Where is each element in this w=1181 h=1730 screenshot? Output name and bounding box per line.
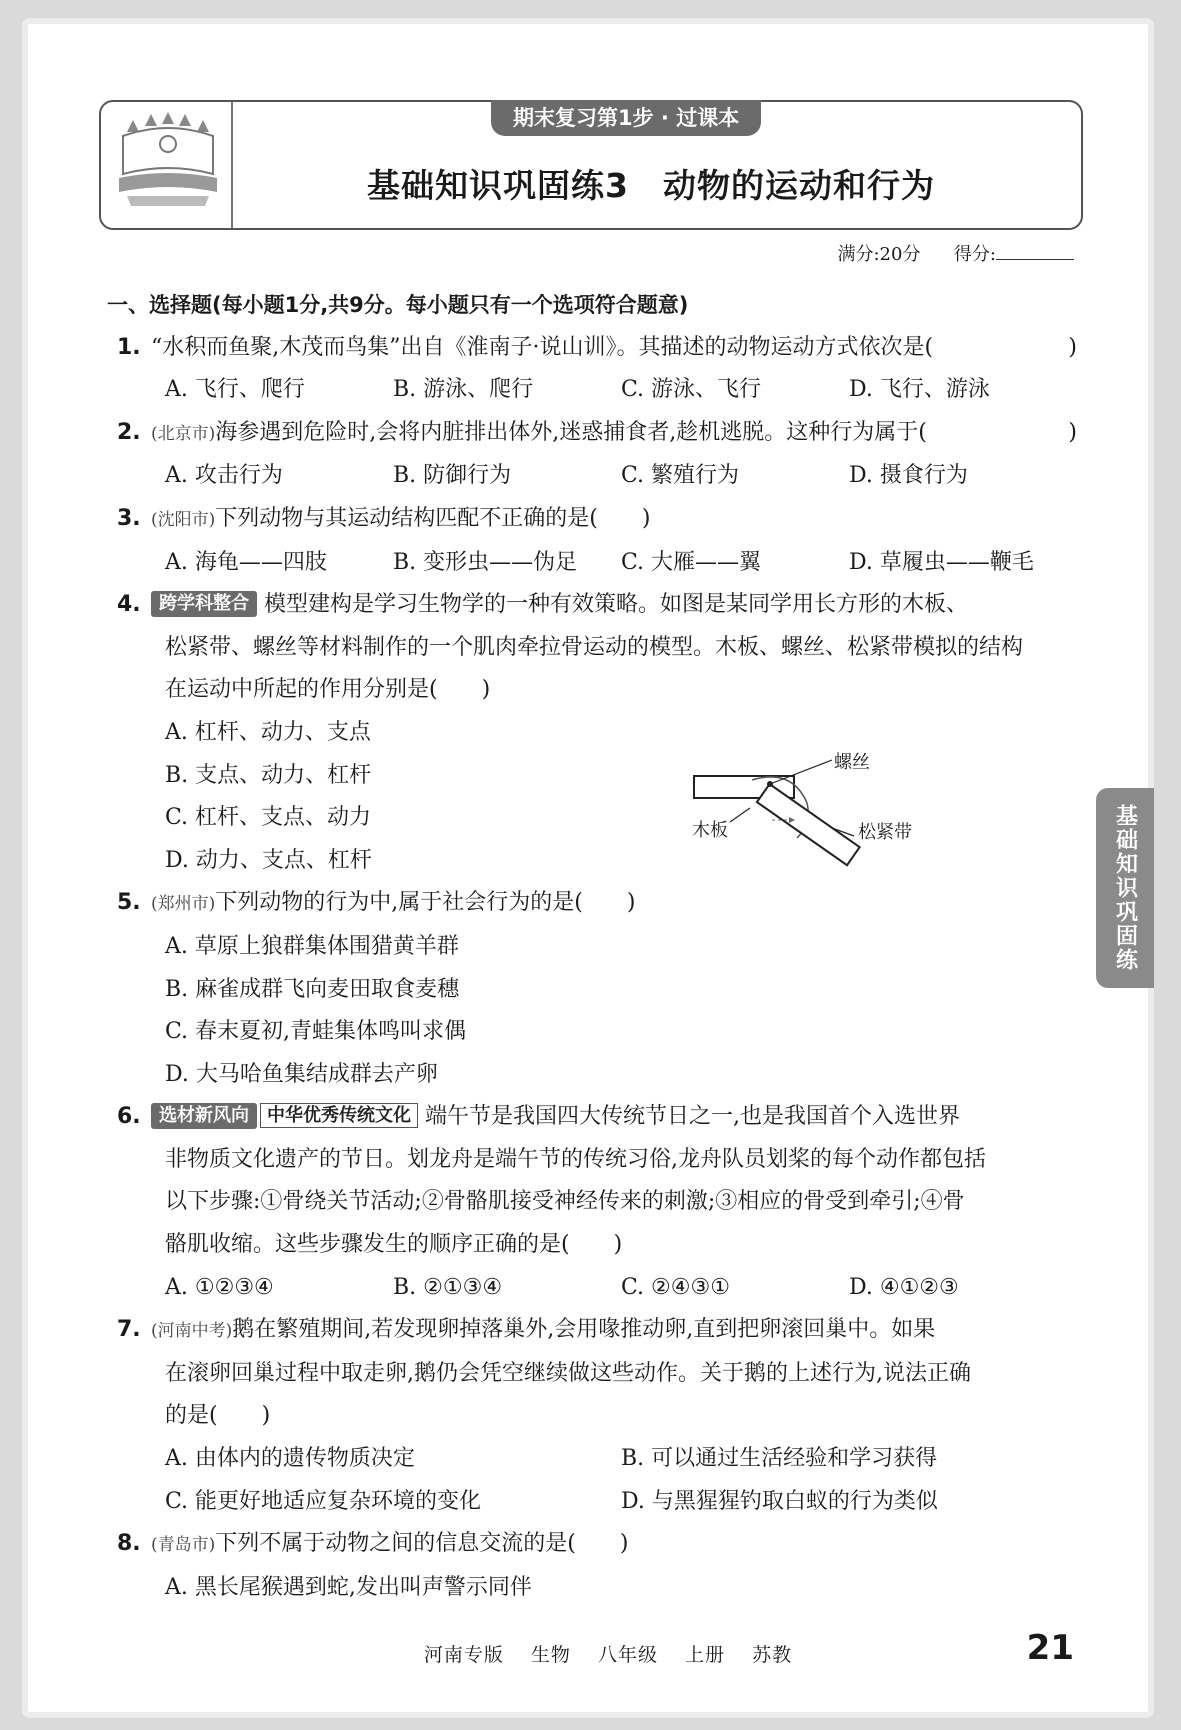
question-3-options — [107, 542, 1077, 585]
question-text: 下列不属于动物之间的信息交流的是( ) — [215, 1531, 629, 1557]
option-d[interactable]: D. 飞行、游泳 — [849, 377, 990, 403]
page-number: 21 — [1026, 1628, 1074, 1668]
question-text: 模型建构是学习生物学的一种有效策略。如图是某同学用长方形的木板、 — [264, 592, 969, 618]
question-text-continued: 在运动中所起的作用分别是( ) — [165, 677, 491, 703]
question-6 — [107, 1096, 1077, 1139]
question-text-continued: 的是( ) — [165, 1403, 271, 1429]
option-d[interactable]: D. 大马哈鱼集结成群去产卵 — [165, 1061, 438, 1087]
step-banner: 期末复习第1步 · 过课本 — [491, 100, 761, 136]
option-b[interactable]: B. 支点、动力、杠杆 — [165, 762, 372, 788]
section-heading: 一、选择题(每小题1分,共9分。每小题只有一个选项符合题意) — [107, 293, 689, 317]
footer-edition: 河南专版 — [423, 1644, 504, 1666]
question-6-options — [107, 1267, 1077, 1310]
muscle-bone-model-diagram — [682, 748, 952, 868]
option-c[interactable]: C. 能更好地适应复杂环境的变化 — [165, 1488, 482, 1514]
question-text-continued: 在滚卵回巢过程中取走卵,鹅仍会凭空继续做这些动作。关于鹅的上述行为,说法正确 — [165, 1360, 971, 1386]
side-tab[interactable] — [1096, 788, 1154, 988]
option-b[interactable]: B. 可以通过生活经验和学习获得 — [621, 1446, 938, 1472]
question-content — [107, 284, 1077, 1609]
label-band: 松紧带 — [858, 822, 912, 843]
region-label: (河南中考) — [151, 1321, 233, 1342]
question-number: 3. — [117, 505, 141, 531]
side-tab-label: 基础知识巩固练 — [1112, 804, 1138, 972]
question-1-options — [107, 369, 1077, 412]
question-number: 7. — [117, 1317, 141, 1343]
question-number: 2. — [117, 419, 141, 445]
option-b[interactable]: B. 防御行为 — [393, 463, 512, 489]
page-title: 基础知识巩固练3 动物的运动和行为 — [367, 166, 935, 205]
question-2-options — [107, 455, 1077, 498]
footer-grade: 八年级 — [597, 1644, 658, 1666]
question-3 — [107, 498, 1077, 542]
option-b[interactable]: B. 游泳、爬行 — [393, 377, 534, 403]
option-a[interactable]: A. 海龟——四肢 — [165, 549, 327, 575]
question-7-options-row2 — [107, 1481, 1077, 1524]
question-text: 海参遇到危险时,会将内脏排出体外,迷惑捕食者,趁机逃脱。这种行为属于( — [215, 419, 927, 445]
option-a[interactable]: A. 黑长尾猴遇到蛇,发出叫声警示同伴 — [165, 1574, 532, 1600]
interdisciplinary-tag: 跨学科整合 — [151, 591, 257, 617]
option-a[interactable]: A. 草原上狼群集体围猎黄羊群 — [165, 933, 459, 959]
option-d[interactable]: D. 摄食行为 — [849, 463, 968, 489]
region-label: (沈阳市) — [151, 509, 216, 530]
score-label: 得分: — [953, 244, 996, 265]
question-text-continued: 非物质文化遗产的节日。划龙舟是端午节的传统习俗,龙舟队员划桨的每个动作都包括 — [165, 1146, 986, 1172]
score-blank[interactable] — [996, 259, 1074, 260]
question-7-options-row1 — [107, 1438, 1077, 1481]
question-text: “水积而鱼聚,木茂而鸟集”出自《淮南子·说山训》。其描述的动物运动方式依次是( — [151, 334, 934, 360]
footer — [22, 1640, 1154, 1667]
region-label: (北京市) — [151, 423, 216, 444]
option-d[interactable]: D. ④①②③ — [849, 1274, 959, 1300]
option-b[interactable]: B. 变形虫——伪足 — [393, 549, 578, 575]
option-a[interactable]: A. 飞行、爬行 — [165, 377, 305, 403]
option-a[interactable]: A. 杠杆、动力、支点 — [165, 719, 371, 745]
question-2 — [107, 412, 1077, 456]
option-b[interactable]: B. 麻雀成群飞向麦田取食麦穗 — [165, 976, 460, 1002]
option-b[interactable]: B. ②①③④ — [393, 1274, 503, 1300]
question-number: 4. — [117, 592, 141, 618]
question-text-continued: 以下步骤:①骨绕关节活动;②骨骼肌接受神经传来的刺激;③相应的骨受到牵引;④骨 — [165, 1189, 965, 1215]
option-d[interactable]: D. 草履虫——鞭毛 — [849, 549, 1034, 575]
option-d[interactable]: D. 与黑猩猩钓取白蚁的行为类似 — [621, 1488, 938, 1514]
region-label: (青岛市) — [151, 1535, 216, 1556]
question-4 — [107, 584, 1077, 627]
question-text-continued: 骼肌收缩。这些步骤发生的顺序正确的是( ) — [165, 1232, 623, 1258]
question-number: 8. — [117, 1531, 141, 1557]
header-box — [99, 100, 1083, 230]
option-c[interactable]: C. 繁殖行为 — [621, 463, 740, 489]
question-5 — [107, 882, 1077, 926]
question-number: 1. — [117, 334, 141, 360]
question-number: 5. — [117, 890, 141, 916]
answer-paren-close: ) — [1068, 334, 1077, 360]
footer-subject: 生物 — [530, 1644, 571, 1666]
question-text: 端午节是我国四大传统节日之一,也是我国首个入选世界 — [425, 1104, 960, 1130]
question-8 — [107, 1523, 1077, 1567]
option-c[interactable]: C. 杠杆、支点、动力 — [165, 805, 372, 831]
question-text: 下列动物的行为中,属于社会行为的是( ) — [215, 890, 636, 916]
question-text-continued: 松紧带、螺丝等材料制作的一个肌肉牵拉骨运动的模型。木板、螺丝、松紧带模拟的结构 — [165, 634, 1024, 660]
question-text: 下列动物与其运动结构匹配不正确的是( ) — [215, 505, 651, 531]
question-1 — [107, 327, 1077, 370]
culture-tag: 中华优秀传统文化 — [260, 1103, 418, 1128]
label-screw: 螺丝 — [834, 752, 870, 773]
question-7 — [107, 1309, 1077, 1353]
footer-publisher: 苏教 — [752, 1644, 793, 1666]
footer-volume: 上册 — [685, 1644, 726, 1666]
answer-paren-close: ) — [1068, 419, 1077, 445]
region-label: (郑州市) — [151, 894, 216, 915]
label-board: 木板 — [692, 820, 728, 841]
option-c[interactable]: C. 春末夏初,青蛙集体鸣叫求偶 — [165, 1019, 467, 1045]
option-a[interactable]: A. 攻击行为 — [165, 463, 283, 489]
page — [22, 18, 1154, 1718]
option-a[interactable]: A. 由体内的遗传物质决定 — [165, 1446, 415, 1472]
option-c[interactable]: C. 游泳、飞行 — [621, 377, 762, 403]
option-d[interactable]: D. 动力、支点、杠杆 — [165, 847, 372, 873]
score-line — [837, 240, 1074, 266]
option-c[interactable]: C. ②④③① — [621, 1274, 730, 1300]
full-score: 满分:20分 — [837, 244, 921, 265]
option-a[interactable]: A. ①②③④ — [165, 1274, 274, 1300]
option-c[interactable]: C. 大雁——翼 — [621, 549, 762, 575]
board-lower-shape — [757, 784, 860, 865]
question-number: 6. — [117, 1104, 141, 1130]
new-trend-tag: 选材新风向 — [151, 1103, 257, 1129]
question-text: 鹅在繁殖期间,若发现卵掉落巢外,会用喙推动卵,直到把卵滚回巢中。如果 — [232, 1317, 936, 1343]
